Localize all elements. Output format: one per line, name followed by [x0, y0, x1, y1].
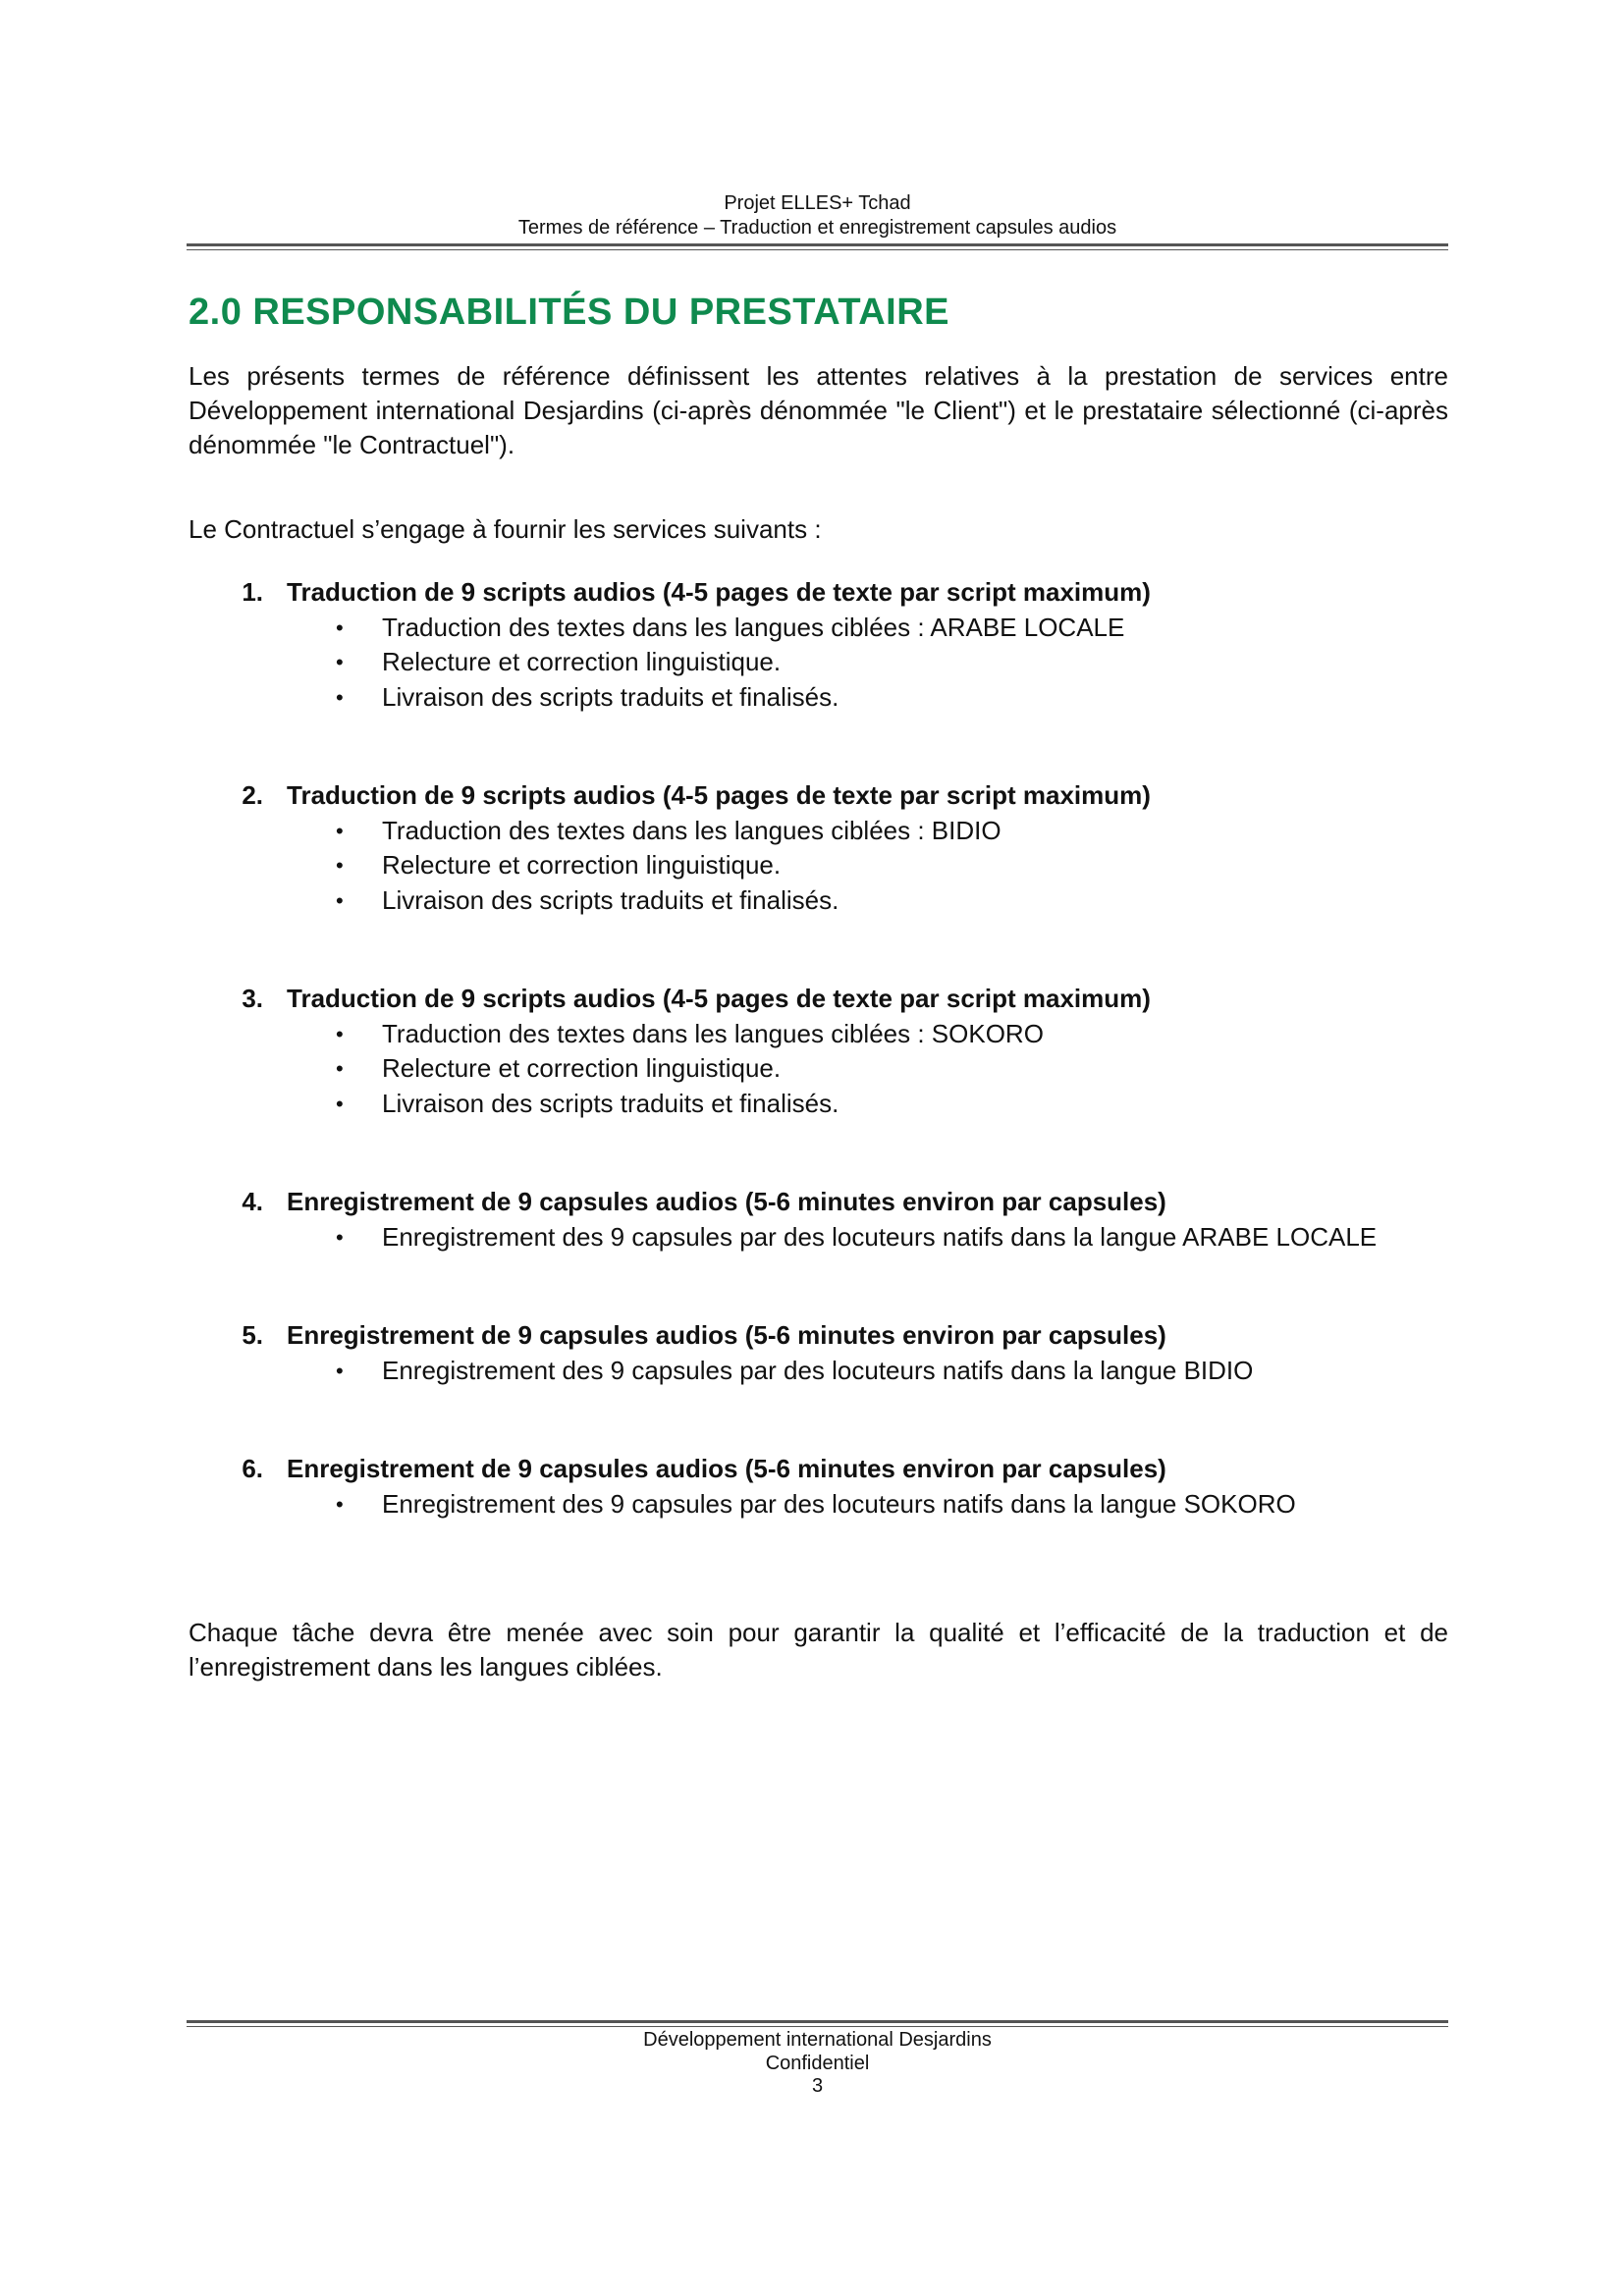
task-bullet-list: [189, 814, 1448, 919]
section-title: 2.0 RESPONSABILITÉS DU PRESTATAIRE: [189, 292, 949, 333]
bullet-text: Livraison des scripts traduits et finalisés.: [382, 1088, 839, 1118]
task-heading: [189, 982, 1448, 1017]
task-title: Traduction de 9 scripts audios (4-5 pages de texte par script maximum): [287, 984, 1151, 1013]
task-number: 3.: [242, 984, 263, 1013]
footer-confidential: Confidentiel: [765, 2052, 870, 2074]
list-item: [189, 1087, 1448, 1122]
task-title: Traduction de 9 scripts audios (4-5 pages de texte par script maximum): [287, 780, 1151, 810]
list-item: [189, 848, 1448, 883]
bullet-icon: •: [336, 1021, 344, 1046]
list-item: [189, 1051, 1448, 1087]
bullet-text: Traduction des textes dans les langues ciblées : ARABE LOCALE: [382, 612, 1125, 642]
task-bullet-list: [189, 611, 1448, 716]
task-item: [189, 1318, 1448, 1388]
page-footer: [187, 2029, 1448, 2099]
task-item: [189, 1185, 1448, 1255]
bullet-icon: •: [336, 1056, 344, 1081]
task-item: [189, 1452, 1448, 1522]
task-number: 1.: [242, 577, 263, 607]
task-number: 4.: [242, 1187, 263, 1216]
task-bullet-list: [189, 1354, 1448, 1389]
footer-organization: Développement international Desjardins: [643, 2029, 992, 2051]
bullet-icon: •: [336, 684, 344, 710]
bullet-icon: •: [336, 1091, 344, 1116]
bullet-text: Traduction des textes dans les langues ciblées : BIDIO: [382, 815, 1001, 845]
task-bullet-list: [189, 1017, 1448, 1122]
bullet-icon: •: [336, 1358, 344, 1383]
header-project: Projet ELLES+ Tchad: [724, 192, 911, 214]
bullet-icon: •: [336, 1491, 344, 1517]
task-title: Enregistrement de 9 capsules audios (5-6 minutes environ par capsules): [287, 1454, 1166, 1483]
bullet-icon: •: [336, 818, 344, 843]
task-heading: [189, 1318, 1448, 1354]
task-item: [189, 575, 1448, 715]
closing-paragraph: Chaque tâche devra être menée avec soin pour garantir la qualité et l’efficacité de la traduction et de l’enregistrement dans les langues ciblées.: [189, 1618, 1448, 1682]
task-number: 5.: [242, 1320, 263, 1350]
task-heading: [189, 1185, 1448, 1220]
bullet-text: Traduction des textes dans les langues ciblées : SOKORO: [382, 1018, 1044, 1048]
task-bullet-list: [189, 1220, 1448, 1255]
bullet-icon: •: [336, 853, 344, 878]
list-item: [189, 814, 1448, 849]
list-item: [189, 1354, 1448, 1389]
task-title: Enregistrement de 9 capsules audios (5-6 minutes environ par capsules): [287, 1320, 1166, 1350]
bullet-text: Relecture et correction linguistique.: [382, 647, 782, 676]
bullet-icon: •: [336, 650, 344, 674]
engagement-paragraph: Le Contractuel s’engage à fournir les services suivants :: [189, 514, 822, 544]
header-subtitle: Termes de référence – Traduction et enregistrement capsules audios: [517, 217, 1117, 239]
bullet-text: Livraison des scripts traduits et finalisés.: [382, 681, 839, 712]
bullet-text: Relecture et correction linguistique.: [382, 850, 782, 880]
bullet-icon: •: [336, 887, 344, 913]
task-title: Traduction de 9 scripts audios (4-5 pages de texte par script maximum): [287, 577, 1151, 607]
list-item: [189, 680, 1448, 716]
task-title: Enregistrement de 9 capsules audios (5-6 minutes environ par capsules): [287, 1187, 1166, 1216]
bullet-text: Enregistrement des 9 capsules par des locuteurs natifs dans la langue BIDIO: [382, 1355, 1254, 1385]
task-heading: [189, 575, 1448, 611]
intro-paragraph: Les présents termes de référence définissent les attentes relatives à la prestation de services entre Développement international Desjardins (ci-après dénommée "le Client") et le prestataire sélectionné (ci-après dénommée "le Contractuel").: [189, 361, 1448, 459]
bullet-text: Enregistrement des 9 capsules par des locuteurs natifs dans la langue SOKORO: [382, 1488, 1296, 1519]
list-item: [189, 1017, 1448, 1052]
header-rule: [187, 243, 1448, 250]
list-item: [189, 883, 1448, 919]
page-header: [187, 191, 1448, 240]
bullet-icon: •: [336, 1224, 344, 1250]
list-item: [189, 1487, 1448, 1522]
page-number: 3: [811, 2075, 824, 2097]
task-number: 2.: [242, 780, 263, 810]
bullet-text: Enregistrement des 9 capsules par des locuteurs natifs dans la langue ARABE LOCALE: [382, 1221, 1378, 1252]
task-number: 6.: [242, 1454, 263, 1483]
bullet-icon: •: [336, 614, 344, 640]
task-heading: [189, 778, 1448, 814]
footer-rule: [187, 2020, 1448, 2027]
list-item: [189, 611, 1448, 646]
list-item: [189, 645, 1448, 680]
task-bullet-list: [189, 1487, 1448, 1522]
task-heading: [189, 1452, 1448, 1487]
list-item: [189, 1220, 1448, 1255]
bullet-text: Relecture et correction linguistique.: [382, 1053, 782, 1083]
bullet-text: Livraison des scripts traduits et finalisés.: [382, 884, 839, 915]
task-item: [189, 982, 1448, 1121]
task-item: [189, 778, 1448, 918]
